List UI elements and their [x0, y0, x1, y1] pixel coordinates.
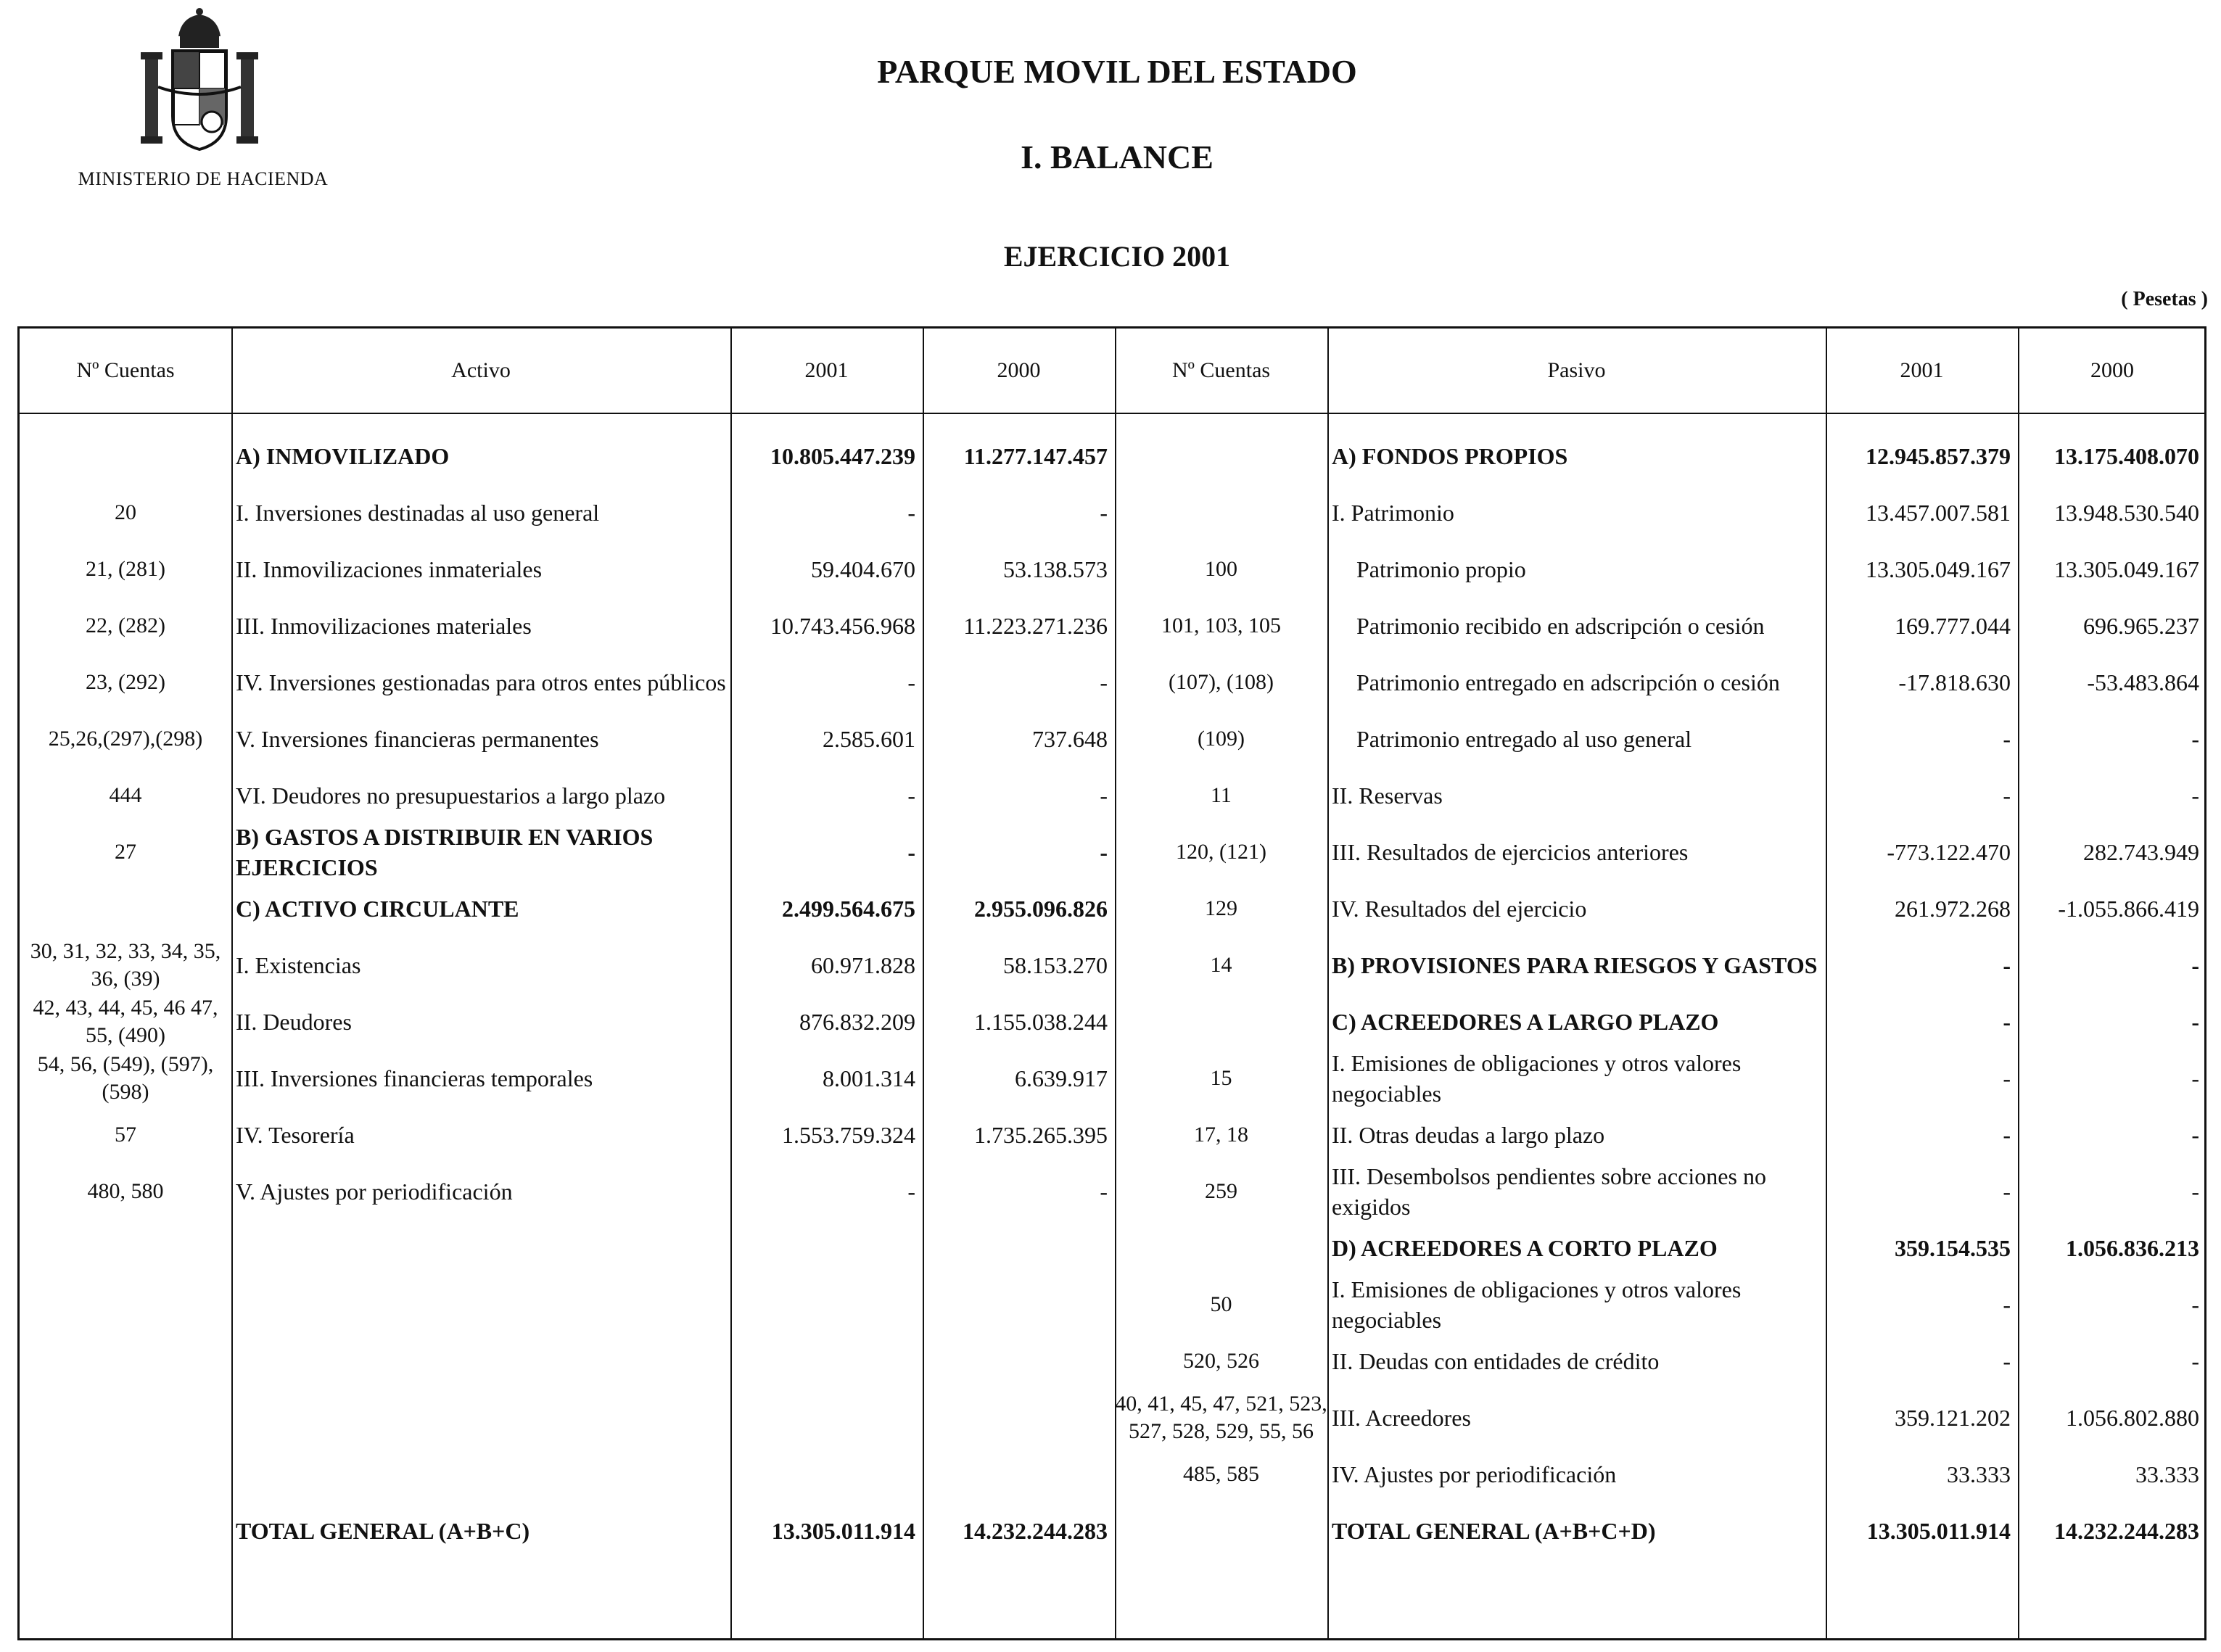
pasivo-account-code: 17, 18: [1194, 1123, 1248, 1147]
activo-value-2000: 2.955.096.826: [974, 896, 1108, 922]
pasivo-account-code: 485, 585: [1183, 1462, 1259, 1486]
activo-value-2001: 10.743.456.968: [770, 613, 915, 639]
activo-item-label: II. Deudores: [236, 1009, 352, 1035]
activo-item-label: A) INMOVILIZADO: [236, 443, 450, 469]
activo-value-2000: 58.153.270: [1003, 952, 1108, 978]
header-cuentas-pasivo: Nº Cuentas: [1171, 358, 1271, 382]
pasivo-item-label: Patrimonio recibido en adscripción o cesión: [1356, 613, 1765, 639]
pasivo-value-2001: 33.333: [1947, 1461, 2011, 1487]
activo-total-label: TOTAL GENERAL (A+B+C): [236, 1518, 530, 1544]
activo-value-2001: -: [907, 1178, 915, 1205]
pasivo-account-code: 50: [1210, 1292, 1232, 1316]
activo-value-2001: 2.585.601: [823, 726, 915, 752]
pasivo-account-code: 100: [1205, 557, 1237, 581]
activo-value-2001: 1.553.759.324: [782, 1122, 915, 1148]
activo-value-2001: -: [907, 782, 915, 809]
activo-account-code: 444: [109, 783, 142, 807]
pasivo-value-2001: -: [2003, 1065, 2011, 1091]
activo-account-code: 21, (281): [86, 557, 165, 581]
activo-account-code: 57: [115, 1123, 136, 1147]
activo-account-code: 22, (282): [86, 614, 165, 637]
activo-value-2001: -: [907, 839, 915, 865]
pasivo-value-2001: -773.122.470: [1887, 839, 2011, 865]
pasivo-item-label: Patrimonio entregado al uso general: [1356, 726, 1692, 752]
activo-item-label: I. Inversiones destinadas al uso general: [236, 500, 600, 526]
pasivo-item-label: III. Acreedores: [1332, 1405, 1471, 1431]
activo-value-2000: -: [1100, 500, 1108, 526]
activo-value-2001: 2.499.564.675: [782, 896, 915, 922]
pasivo-account-code: 11: [1211, 783, 1232, 807]
pasivo-value-2001: -: [2003, 1348, 2011, 1374]
activo-account-code: 20: [115, 500, 136, 524]
pasivo-account-code: [1115, 430, 1327, 482]
activo-item-label: VI. Deudores no presupuestarios a largo plazo: [236, 782, 666, 809]
pasivo-total-label: TOTAL GENERAL (A+B+C+D): [1332, 1518, 1656, 1544]
pasivo-account-code: 40, 41, 45, 47, 521, 523, 527, 528, 529, 55, 56: [1115, 1392, 1327, 1443]
pasivo-value-2001: -: [2003, 1292, 2011, 1318]
header-pasivo: Pasivo: [1547, 358, 1606, 382]
pasivo-value-2000: -53.483.864: [2087, 669, 2199, 695]
header-pasivo-2000: 2000: [2090, 358, 2134, 382]
pasivo-value-2000: -: [2191, 726, 2199, 752]
header-activo-2001: 2001: [804, 358, 849, 382]
activo-value-2000: -: [1100, 669, 1108, 695]
activo-account-code: 54, 56, (549), (597), (598): [37, 1052, 214, 1104]
pasivo-account-code: [1115, 487, 1327, 539]
pasivo-value-2000: -1.055.866.419: [2058, 896, 2199, 922]
activo-value-2001: 60.971.828: [811, 952, 915, 978]
activo-item-label: I. Existencias: [236, 952, 361, 978]
pasivo-item-label: II. Reservas: [1332, 782, 1443, 809]
pasivo-value-2001: 169.777.044: [1895, 613, 2011, 639]
pasivo-value-2001: 359.121.202: [1895, 1405, 2011, 1431]
pasivo-value-2001: -: [2003, 782, 2011, 809]
activo-account-code: 27: [115, 840, 136, 864]
pasivo-account-code: 120, (121): [1176, 840, 1266, 864]
ministry-name: MINISTERIO DE HACIENDA: [78, 168, 329, 189]
pasivo-item-label: I. Emisiones de obligaciones y otros valores negociables: [1332, 1276, 1742, 1333]
header-activo: Activo: [451, 358, 511, 382]
activo-item-label: II. Inmovilizaciones inmateriales: [236, 556, 543, 582]
pasivo-account-code: (109): [1198, 727, 1245, 751]
activo-account-code: 42, 43, 44, 45, 46 47, 55, (490): [33, 996, 218, 1047]
coat-of-arms-icon: [131, 7, 268, 160]
activo-item-label: III. Inmovilizaciones materiales: [236, 613, 532, 639]
pasivo-value-2001: -: [2003, 952, 2011, 978]
pasivo-account-code: 101, 103, 105: [1161, 614, 1281, 637]
activo-value-2001: -: [907, 669, 915, 695]
pasivo-value-2001: -17.818.630: [1898, 669, 2011, 695]
activo-total-2001: 13.305.011.914: [771, 1518, 915, 1544]
pasivo-item-label: D) ACREEDORES A CORTO PLAZO: [1332, 1235, 1718, 1261]
pasivo-value-2001: -: [2003, 726, 2011, 752]
activo-value-2001: 59.404.670: [811, 556, 915, 582]
activo-account-code: 25,26,(297),(298): [48, 727, 203, 751]
pasivo-item-label: II. Otras deudas a largo plazo: [1332, 1122, 1605, 1148]
pasivo-item-label: B) PROVISIONES PARA RIESGOS Y GASTOS: [1332, 952, 1818, 978]
pasivo-value-2000: 1.056.802.880: [2066, 1405, 2199, 1431]
document-subtitle: I. BALANCE: [1021, 139, 1213, 175]
pasivo-item-label: I. Emisiones de obligaciones y otros valores negociables: [1332, 1050, 1742, 1107]
header-cuentas-activo: Nº Cuentas: [76, 358, 175, 382]
pasivo-value-2000: -: [2191, 1065, 2199, 1091]
pasivo-item-label: A) FONDOS PROPIOS: [1332, 443, 1568, 469]
activo-item-label: C) ACTIVO CIRCULANTE: [236, 896, 519, 922]
pasivo-value-2000: 13.175.408.070: [2054, 443, 2199, 469]
activo-item-label: V. Inversiones financieras permanentes: [236, 726, 599, 752]
pasivo-value-2001: 359.154.535: [1895, 1235, 2011, 1261]
pasivo-value-2001: 13.457.007.581: [1866, 500, 2011, 526]
activo-account-code: 30, 31, 32, 33, 34, 35, 36, (39): [30, 939, 221, 991]
pasivo-value-2001: 12.945.857.379: [1866, 443, 2011, 469]
pasivo-value-2000: -: [2191, 1178, 2199, 1205]
header-activo-2000: 2000: [997, 358, 1041, 382]
pasivo-account-code: (107), (108): [1169, 670, 1274, 694]
activo-value-2000: -: [1100, 839, 1108, 865]
pasivo-value-2000: 696.965.237: [2083, 613, 2199, 639]
pasivo-total-2001: 13.305.011.914: [1866, 1518, 2011, 1544]
activo-value-2000: -: [1100, 1178, 1108, 1205]
activo-item-label: III. Inversiones financieras temporales: [236, 1065, 593, 1091]
activo-value-2001: 8.001.314: [823, 1065, 915, 1091]
pasivo-account-code: 259: [1205, 1179, 1237, 1203]
pasivo-item-label: C) ACREEDORES A LARGO PLAZO: [1332, 1009, 1719, 1035]
pasivo-account-code: [1115, 996, 1327, 1048]
activo-value-2000: 1.155.038.244: [974, 1009, 1108, 1035]
document-title: PARQUE MOVIL DEL ESTADO: [877, 53, 1357, 90]
fiscal-year-title: EJERCICIO 2001: [1003, 240, 1231, 273]
activo-value-2000: 11.223.271.236: [963, 613, 1108, 639]
pasivo-value-2001: 13.305.049.167: [1866, 556, 2011, 582]
balance-table: [17, 326, 2206, 1640]
activo-value-2000: 737.648: [1032, 726, 1108, 752]
activo-value-2001: -: [907, 500, 915, 526]
pasivo-value-2000: -: [2191, 1009, 2199, 1035]
pasivo-total-2000: 14.232.244.283: [2054, 1518, 2199, 1544]
pasivo-value-2000: 282.743.949: [2083, 839, 2199, 865]
pasivo-value-2000: -: [2191, 1122, 2199, 1148]
activo-value-2000: 53.138.573: [1003, 556, 1108, 582]
activo-account-code: 480, 580: [87, 1179, 164, 1203]
pasivo-value-2001: 261.972.268: [1895, 896, 2011, 922]
pasivo-value-2000: 33.333: [2135, 1461, 2199, 1487]
pasivo-value-2000: -: [2191, 1292, 2199, 1318]
pasivo-value-2000: -: [2191, 1348, 2199, 1374]
pasivo-item-label: II. Deudas con entidades de crédito: [1332, 1348, 1660, 1374]
pasivo-value-2000: 13.305.049.167: [2054, 556, 2199, 582]
activo-account-code: [20, 883, 231, 935]
pasivo-value-2001: -: [2003, 1009, 2011, 1035]
activo-item-label: B) GASTOS A DISTRIBUIR EN VARIOS EJERCICIOS: [236, 824, 654, 880]
pasivo-item-label: Patrimonio entregado en adscripción o cesión: [1356, 669, 1780, 695]
activo-account-code: [20, 430, 231, 482]
pasivo-account-code: 15: [1210, 1066, 1232, 1090]
activo-value-2001: 876.832.209: [799, 1009, 915, 1035]
activo-value-2001: 10.805.447.239: [770, 443, 915, 469]
pasivo-account-code: [1115, 1222, 1327, 1274]
pasivo-item-label: Patrimonio propio: [1356, 556, 1526, 582]
pasivo-item-label: IV. Resultados del ejercicio: [1332, 896, 1587, 922]
pasivo-item-label: I. Patrimonio: [1332, 500, 1454, 526]
activo-account-code: 23, (292): [86, 670, 165, 694]
activo-value-2000: 1.735.265.395: [974, 1122, 1108, 1148]
pasivo-item-label: IV. Ajustes por periodificación: [1332, 1461, 1617, 1487]
activo-total-2000: 14.232.244.283: [963, 1518, 1108, 1544]
activo-value-2000: 11.277.147.457: [963, 443, 1108, 469]
pasivo-item-label: III. Desembolsos pendientes sobre acciones no exigidos: [1332, 1163, 1766, 1220]
activo-value-2000: 6.639.917: [1015, 1065, 1108, 1091]
activo-item-label: V. Ajustes por periodificación: [236, 1178, 513, 1205]
activo-value-2000: -: [1100, 782, 1108, 809]
pasivo-item-label: III. Resultados de ejercicios anteriores: [1332, 839, 1689, 865]
pasivo-account-code: 129: [1205, 896, 1237, 920]
header-pasivo-2001: 2001: [1900, 358, 1944, 382]
pasivo-account-code: 14: [1210, 953, 1232, 977]
pasivo-value-2001: -: [2003, 1178, 2011, 1205]
pasivo-value-2000: -: [2191, 782, 2199, 809]
activo-item-label: IV. Inversiones gestionadas para otros entes públicos: [236, 669, 726, 695]
pasivo-value-2000: 13.948.530.540: [2054, 500, 2199, 526]
header-divider: [20, 413, 2204, 414]
pasivo-account-code: 520, 526: [1183, 1349, 1259, 1373]
pasivo-value-2000: 1.056.836.213: [2066, 1235, 2199, 1261]
pasivo-value-2000: -: [2191, 952, 2199, 978]
pasivo-value-2001: -: [2003, 1122, 2011, 1148]
currency-unit: ( Pesetas ): [2121, 288, 2208, 310]
activo-item-label: IV. Tesorería: [236, 1122, 355, 1148]
